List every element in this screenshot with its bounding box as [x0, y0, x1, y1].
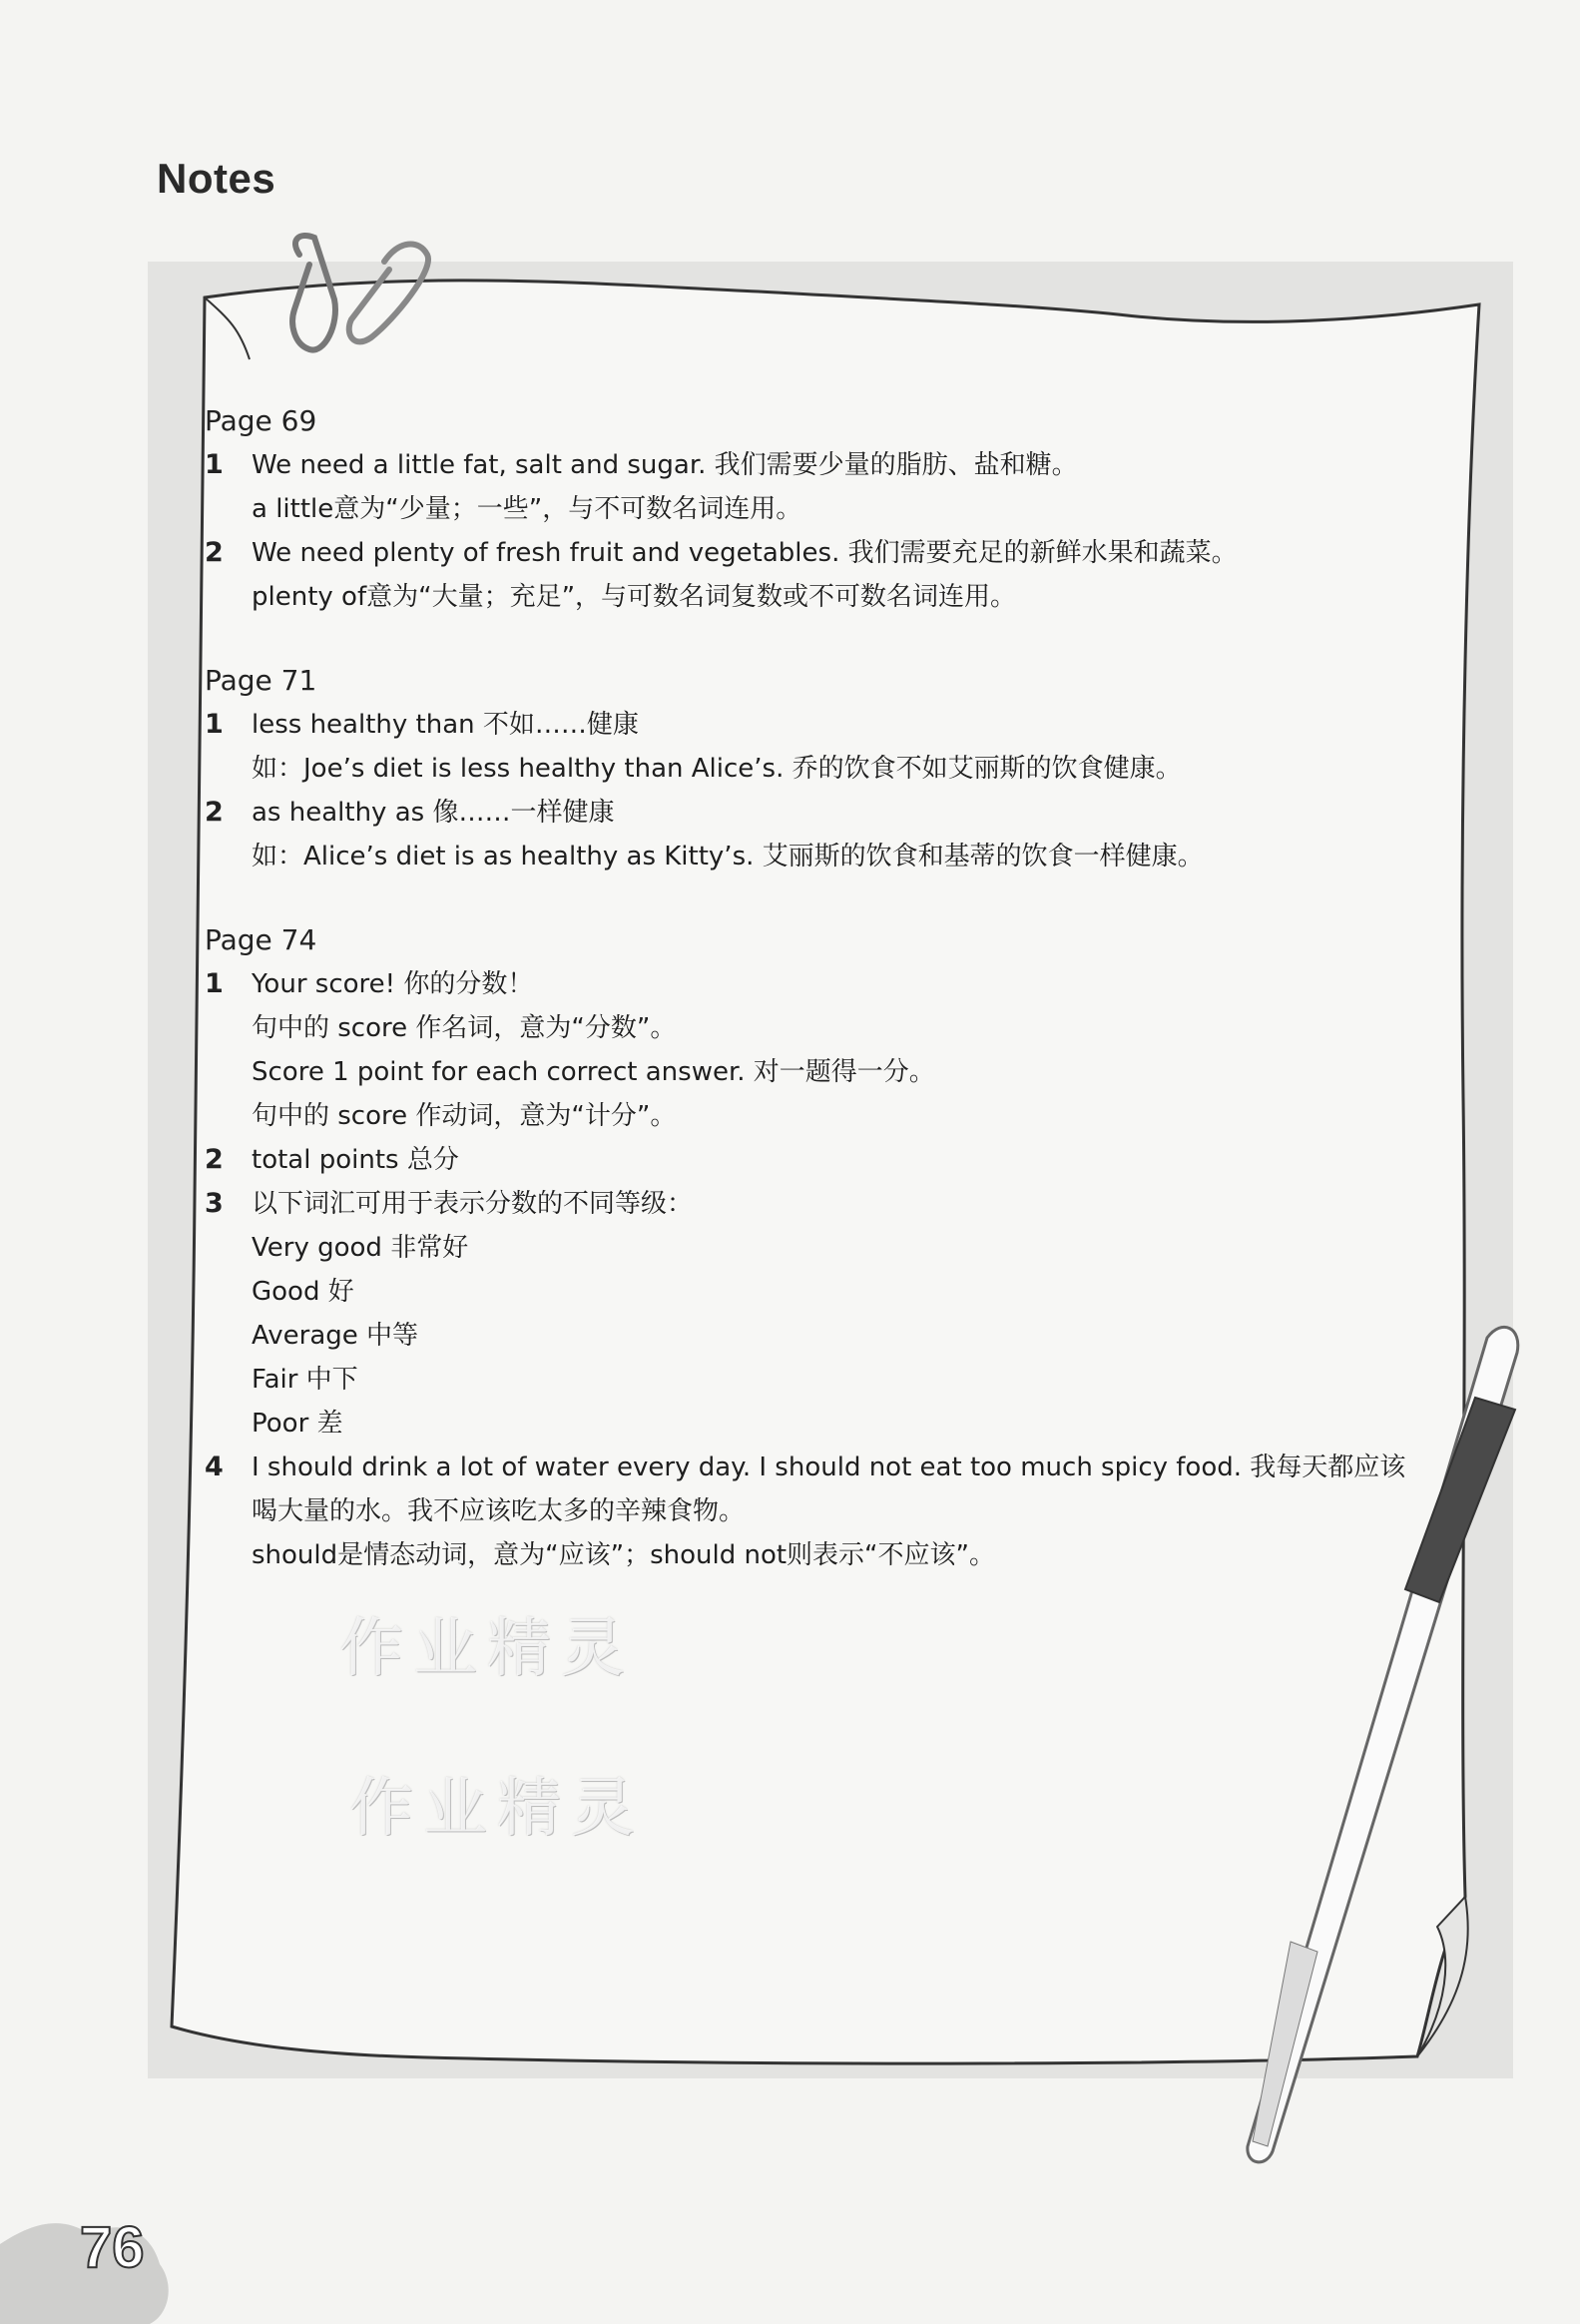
notes-section-page-71: [205, 659, 1452, 878]
page-number: 76: [80, 2215, 145, 2280]
list-item: [205, 443, 1452, 531]
page-title: Notes: [157, 155, 276, 202]
note-line: Score 1 point for each correct answer. 对一题得一分。: [252, 1057, 935, 1087]
note-line: We need plenty of fresh fruit and vegetables. 我们需要充足的新鲜水果和蔬菜。: [252, 538, 1238, 568]
item-number: 2: [205, 1144, 224, 1175]
note-line: Good 好: [252, 1277, 354, 1307]
note-line: 如：Alice’s diet is as healthy as Kitty’s. 艾丽斯的饮食和基蒂的饮食一样健康。: [252, 842, 1204, 872]
note-line: total points 总分: [252, 1145, 459, 1175]
item-number: 2: [205, 537, 224, 568]
list-item: [205, 703, 1452, 791]
note-line: Your score! 你的分数！: [252, 969, 534, 999]
note-line: a little意为“少量；一些”，与不可数名词连用。: [252, 494, 802, 524]
note-line: 以下词汇可用于表示分数的不同等级：: [252, 1189, 694, 1219]
note-line: 句中的 score 作名词，意为“分数”。: [252, 1013, 677, 1043]
notes-content: [205, 399, 1452, 1617]
item-number: 4: [205, 1452, 224, 1482]
section-title: Page 69: [205, 404, 317, 437]
item-number: 1: [205, 968, 224, 999]
note-line: I should drink a lot of water every day. I should not eat too much spicy food. 我每天都应该: [252, 1452, 1406, 1482]
note-line: less healthy than 不如……健康: [252, 710, 639, 740]
note-line: as healthy as 像……一样健康: [252, 798, 615, 828]
note-line: We need a little fat, salt and sugar. 我们需要少量的脂肪、盐和糖。: [252, 450, 1078, 480]
list-item: [205, 1446, 1452, 1577]
item-number: 3: [205, 1188, 224, 1219]
item-number: 1: [205, 449, 224, 480]
note-line: should是情态动词，意为“应该”；should not则表示“不应该”。: [252, 1540, 995, 1570]
list-item: [205, 962, 1452, 1138]
section-title: Page 74: [205, 923, 317, 956]
note-line: plenty of意为“大量；充足”，与可数名词复数或不可数名词连用。: [252, 582, 1017, 612]
section-title: Page 71: [205, 664, 317, 697]
notes-section-page-69: [205, 399, 1452, 619]
note-line: 如：Joe’s diet is less healthy than Alice’s. 乔的饮食不如艾丽斯的饮食健康。: [252, 754, 1182, 784]
watermark: 作业精灵: [339, 1612, 635, 1686]
item-number: 1: [205, 709, 224, 740]
note-line: Average 中等: [252, 1321, 419, 1351]
note-line: Very good 非常好: [252, 1233, 469, 1263]
list-item: [205, 531, 1452, 619]
list-item: [205, 1182, 1452, 1446]
note-line: 喝大量的水。我不应该吃太多的辛辣食物。: [252, 1496, 746, 1526]
note-line: Fair 中下: [252, 1365, 358, 1395]
notes-section-page-74: [205, 918, 1452, 1577]
note-line: 句中的 score 作动词，意为“计分”。: [252, 1101, 677, 1131]
watermark: 作业精灵: [349, 1772, 645, 1846]
list-item: [205, 1138, 1452, 1182]
item-number: 2: [205, 797, 224, 828]
list-item: [205, 791, 1452, 878]
note-line: Poor 差: [252, 1409, 343, 1439]
